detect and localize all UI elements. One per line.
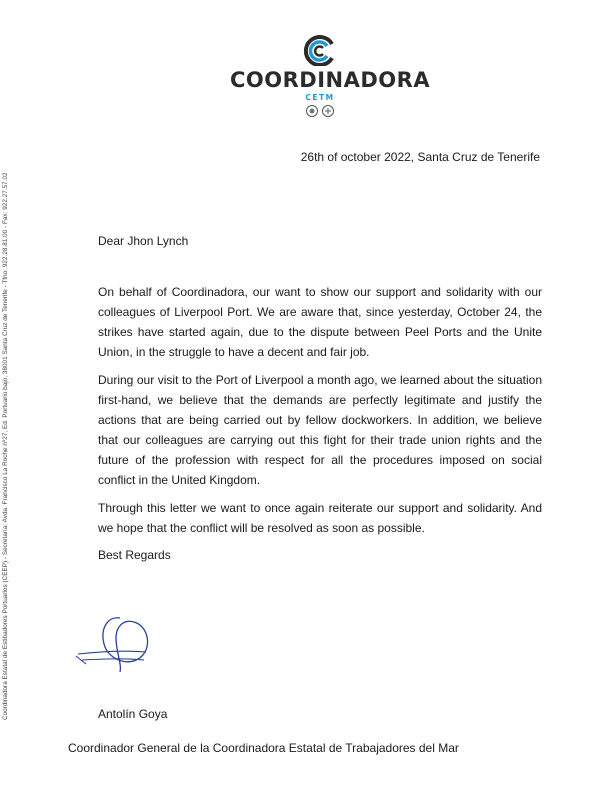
union-seals-icon [304, 104, 338, 118]
margin-address-note: Coordinadora Estatal de Estibadores Portuarios (CEEP) - Secretaría: Avda. Francisco La Roche nº27, Ed. Portuario bajo, 38001 Santa Cruz de Tenerife - Tfno: 922.28.81.00 - Fax: 922.27.57.02 [2, 172, 9, 720]
swirl-logo-icon [302, 34, 338, 66]
signer-title: Coordinador General de la Coordinadora Estatal de Trabajadores del Mar [68, 741, 459, 755]
body-paragraph: Through this letter we want to once again reiterate our support and solidarity. And we hope that the conflict will be resolved as soon as possible. [98, 501, 542, 535]
closing-line: Best Regards [98, 548, 171, 562]
org-subtitle: CETM [305, 93, 335, 102]
body-paragraph: During our visit to the Port of Liverpool a month ago, we learned about the situation first-hand, we believe that the demands are perfectly legitimate and justify the actions that are being carried out by fellow dockworkers. In addition, we believe that our colleagues are carrying out this fight for their trade union rights and the future of the profession with respect for all the procedures imposed on social conflict in the United Kingdom. [98, 373, 542, 487]
signer-name: Antolín Goya [98, 707, 168, 721]
body-paragraph: On behalf of Coordinadora, our want to show our support and solidarity with our colleagues of Liverpool Port. We are aware that, since yesterday, October 24, the strikes have started again, due to the dispute between Peel Ports and the Unite Union, in the struggle to have a decent and fair job. [98, 285, 542, 359]
date-line: 26th of october 2022, Santa Cruz de Tenerife [300, 150, 540, 164]
greeting: Dear Jhon Lynch [98, 234, 189, 248]
letter-body [98, 282, 542, 546]
letterhead-logo [230, 30, 431, 130]
org-name: COORDINADORA [230, 68, 431, 92]
handwritten-signature [72, 612, 162, 674]
